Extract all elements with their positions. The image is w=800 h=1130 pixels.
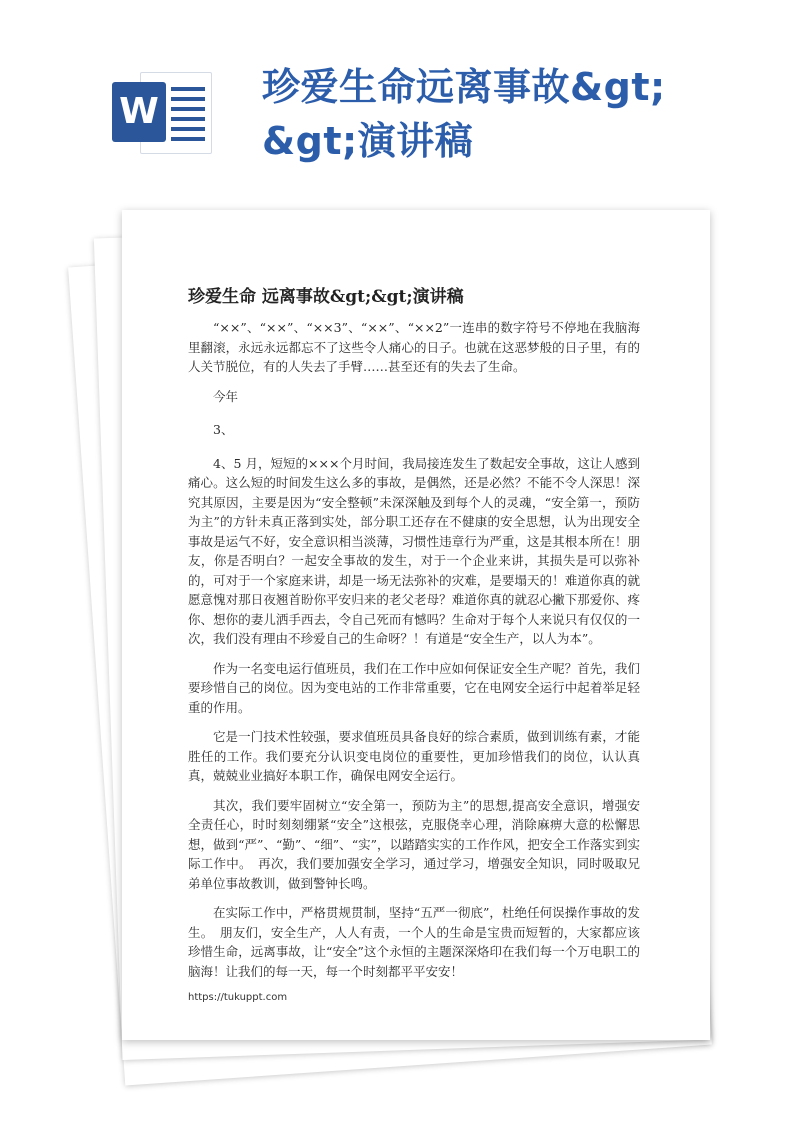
- paragraph: 4、5 月，短短的×××个月时间，我局接连发生了数起安全事故，这让人感到痛心。这么短的时间发生这么多的事故，是偶然，还是必然？不能不令人深思！深究其原因，主要是因为“安全整顿”未深深触及到每个人的灵魂，“安全第一，预防为主”的方针未真正落到实处，部分职工还存在不健康的安全思想，认为出现安全事故是运气不好，安全意识相当淡薄，习惯性违章行为严重，这是其根本所在！朋友，你是否明白？一起安全事故的发生，对于一个企业来讲，其损失是可以弥补的，可对于一个家庭来讲，却是一场无法弥补的灾难，是要塌天的！难道你真的就愿意愧对那日夜翘首盼你平安归来的老父老母？难道你真的就忍心撇下那爱你、疼你、想你的妻儿洒手西去，令自己死而有憾吗？生命对于每个人来说只有仅仅的一次，我们没有理由不珍爱自己的生命呀？！有道是“安全生产，以人为本”。: [188, 455, 640, 646]
- footer-url: https://tukuppt.com: [188, 992, 288, 1003]
- paragraph: “××”、“××”、“××3”、“××”、“××2”一连串的数字符号不停地在我脑海里翻滚，永远永远都忘不了这些令人痛心的日子。也就在这恶梦般的日子里，有的人关节脱位，有的人失去了手臂……甚至还有的失去了生命。: [188, 320, 640, 374]
- paragraph: 在实际工作中，严格贯规贯制，坚持“五严一彻底”，杜绝任何误操作事故的发生。 朋友们，安全生产，人人有责，一个人的生命是宝贵而短暂的，大家都应该珍惜生命，远离事故，让“安全”这个永恒的主题深深烙印在我们每一个万电职工的脑海！让我们的每一天，每一个时刻都平平安安！: [188, 905, 640, 979]
- page-header: [0, 0, 800, 200]
- paragraph: 今年: [213, 388, 239, 404]
- paragraph: 作为一名变电运行值班员，我们在工作中应如何保证安全生产呢？首先，我们要珍惜自己的岗位。因为变电站的工作非常重要，它在电网安全运行中起着举足轻重的作用。: [188, 660, 640, 715]
- document-page: [122, 210, 710, 1040]
- paragraph: 3、: [213, 422, 234, 437]
- document-title: 珍爱生命 远离事故&gt;&gt;演讲稿: [188, 287, 464, 307]
- document-body: [188, 318, 640, 991]
- header-title: 珍爱生命远离事故&gt;&gt;演讲稿: [262, 65, 666, 163]
- paragraph: 其次，我们要牢固树立“安全第一，预防为主”的思想,提高安全意识，增强安全责任心，时时刻刻绷紧“安全”这根弦，克服侥幸心理，消除麻痹大意的松懈思想，做到“严”、“勤”、“细”、“实”，以踏踏实实的工作作风，把安全工作落实到实际工作中。 再次，我们要加强安全学习，通过学习，增强安全知识，同时吸取兄弟单位事故教训，做到警钟长鸣。: [188, 797, 640, 891]
- paragraph: 它是一门技术性较强，要求值班员具备良好的综合素质，做到训练有素，才能胜任的工作。我们要充分认识变电岗位的重要性，更加珍惜我们的岗位，认认真真，兢兢业业搞好本职工作，确保电网安全运行。: [188, 729, 640, 783]
- word-icon: [112, 68, 212, 156]
- word-badge-letter: W: [112, 82, 166, 142]
